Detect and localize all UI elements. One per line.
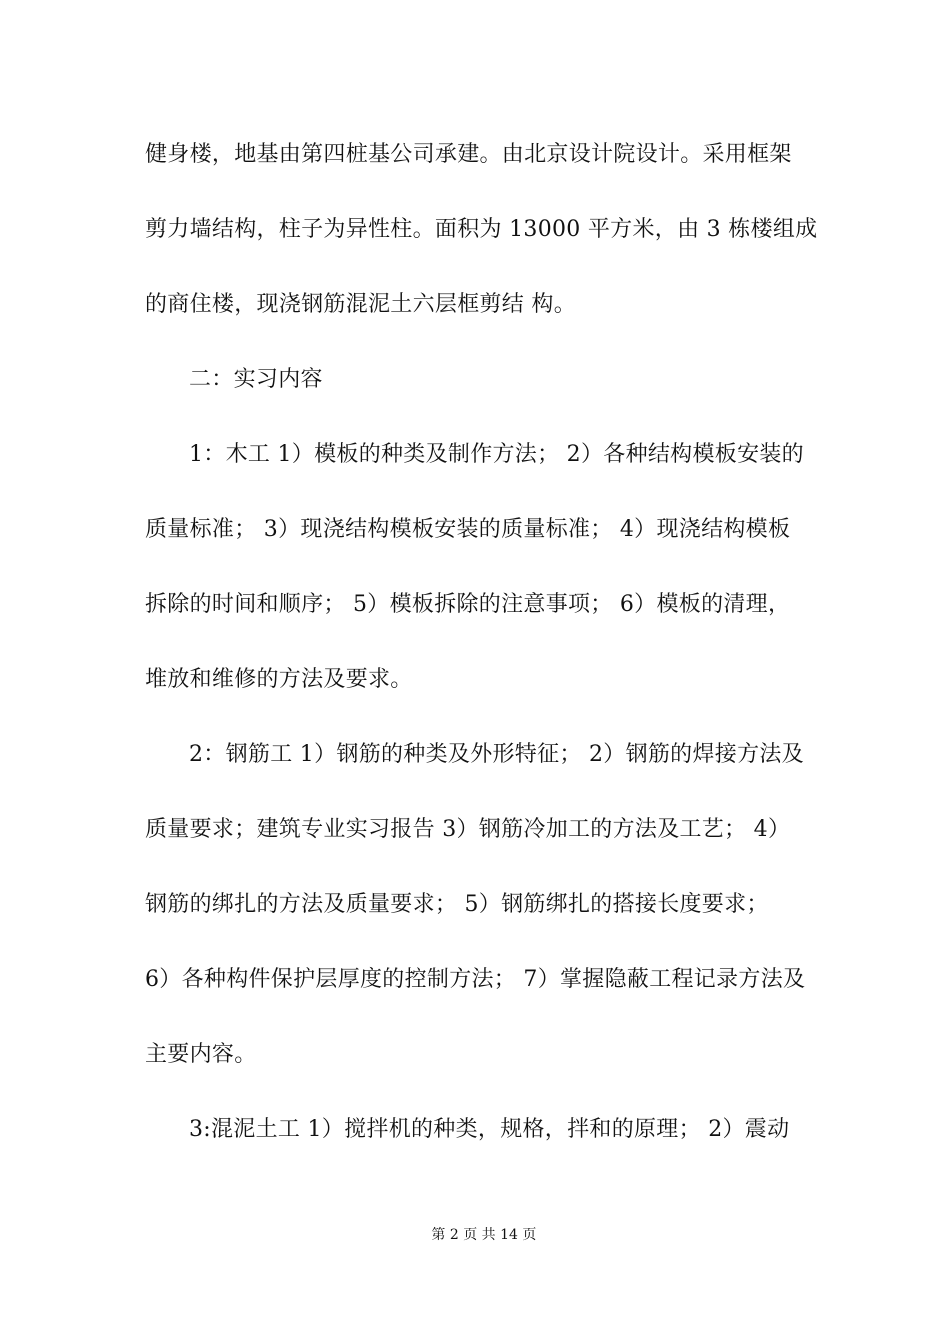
- text-line: 剪力墙结构，柱子为异性柱。面积为 13000 平方米，由 3 栋楼组成: [145, 217, 818, 242]
- text-line: 质量要求；建筑专业实习报告 3）钢筋冷加工的方法及工艺； 4）: [145, 817, 791, 842]
- text-line: 主要内容。: [145, 1042, 257, 1067]
- text-line: 健身楼，地基由第四桩基公司承建。由北京设计院设计。采用框架: [145, 142, 792, 167]
- body-text: [145, 133, 818, 1183]
- text-line: 2：钢筋工 1）钢筋的种类及外形特征； 2）钢筋的焊接方法及: [189, 742, 804, 767]
- text-line: 拆除的时间和顺序； 5）模板拆除的注意事项； 6）模板的清理，: [145, 592, 791, 617]
- text-line: 质量标准； 3）现浇结构模板安装的质量标准； 4）现浇结构模板: [145, 517, 791, 542]
- page-footer: [0, 1205, 950, 1265]
- text-line: 钢筋的绑扎的方法及质量要求； 5）钢筋绑扎的搭接长度要求；: [145, 892, 769, 917]
- text-line: 1：木工 1）模板的种类及制作方法； 2）各种结构模板安装的: [189, 442, 804, 467]
- text-line: 的商住楼，现浇钢筋混泥土六层框剪结 构。: [145, 292, 576, 317]
- page-number: 第 2 页 共 14 页: [431, 1227, 537, 1243]
- text-line: 6）各种构件保护层厚度的控制方法； 7）掌握隐蔽工程记录方法及: [145, 967, 806, 992]
- text-line: 堆放和维修的方法及要求。: [145, 667, 413, 692]
- text-line: 3:混泥土工 1）搅拌机的种类，规格，拌和的原理； 2）震动: [189, 1117, 790, 1142]
- section-heading: 二：实习内容: [189, 367, 323, 392]
